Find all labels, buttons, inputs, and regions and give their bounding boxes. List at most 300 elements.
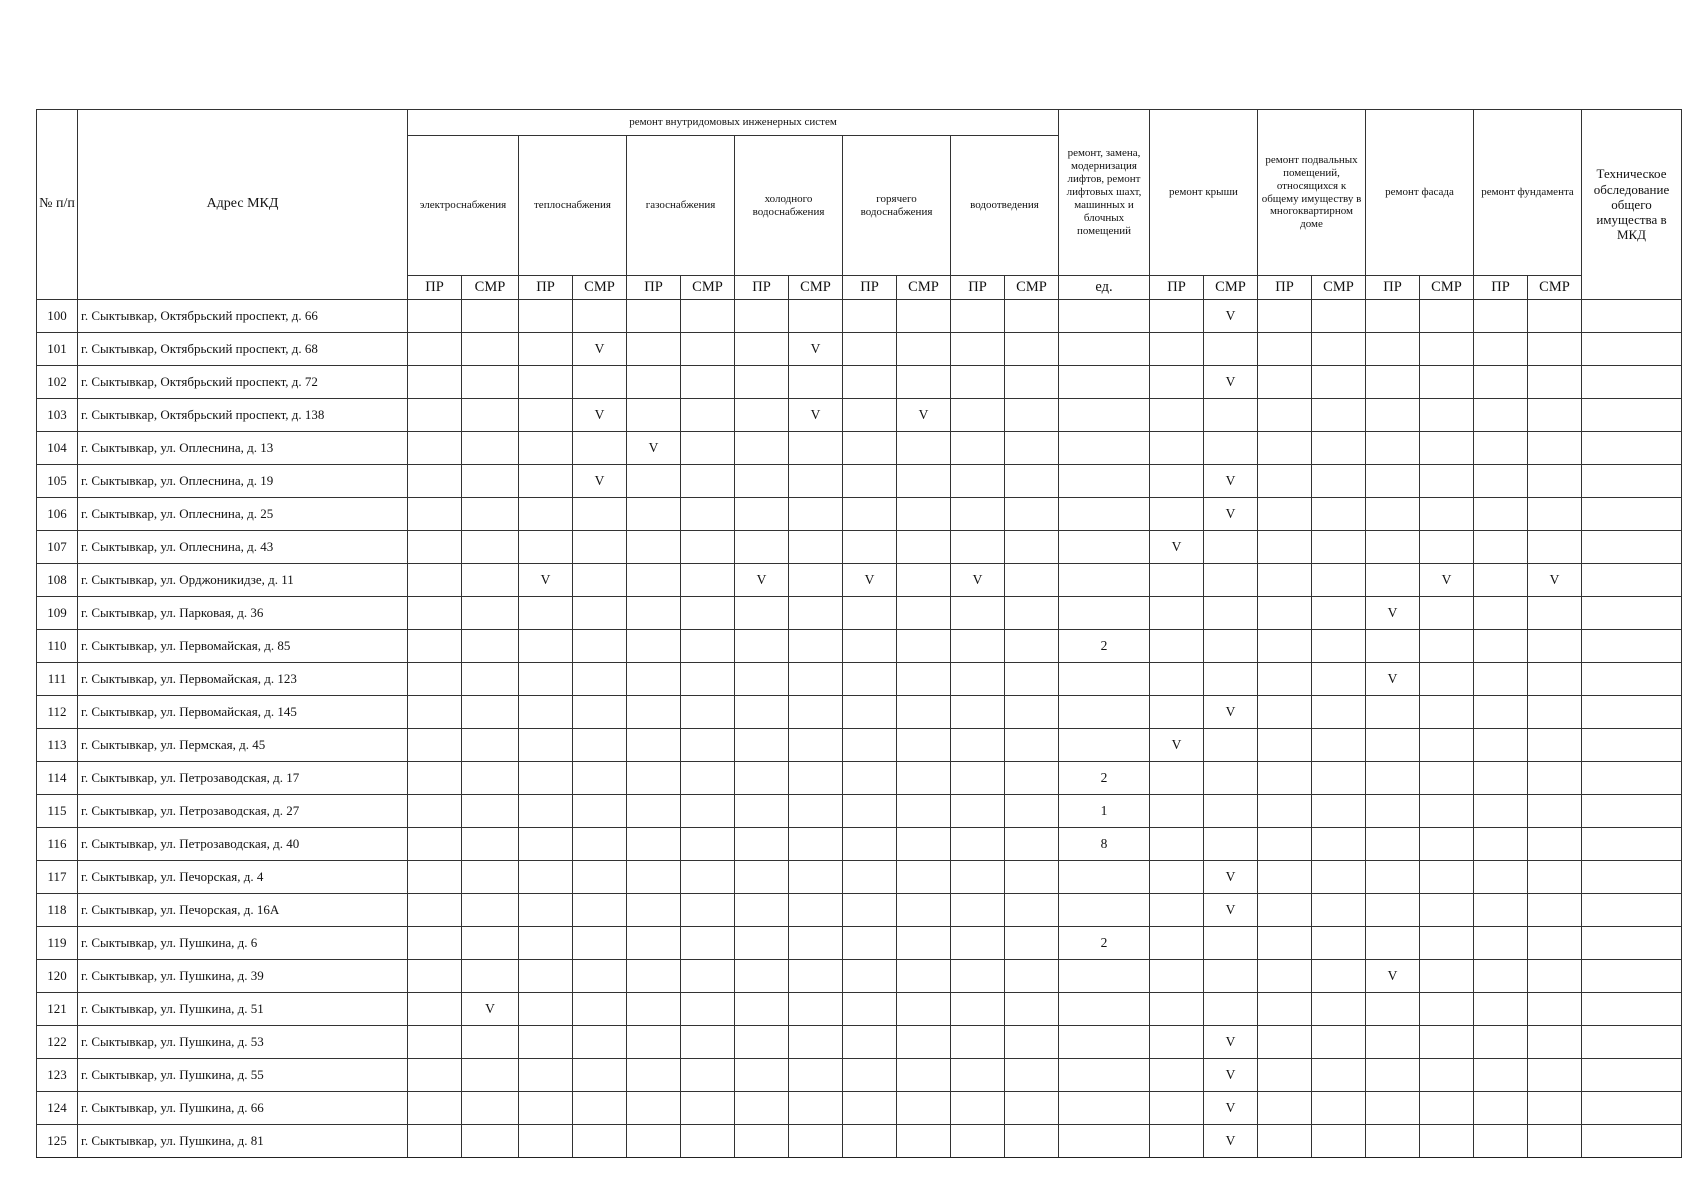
table-cell [1474,597,1528,630]
table-cell [1312,366,1366,399]
table-cell [1005,894,1059,927]
table-cell [1204,564,1258,597]
table-cell [1420,333,1474,366]
header-lifts: ремонт, замена, модернизация лифтов, ремонт лифтовых шахт, машинных и блочных помещений [1059,110,1150,276]
table-cell [1150,630,1204,663]
table-cell [681,993,735,1026]
table-cell [1582,498,1682,531]
row-number: 101 [37,333,78,366]
table-cell [951,762,1005,795]
table-cell [843,399,897,432]
table-row [37,663,1682,696]
table-cell [1366,498,1420,531]
table-cell [1582,927,1682,960]
table-cell [1150,993,1204,1026]
header-roof: ремонт крыши [1150,110,1258,276]
row-number: 115 [37,795,78,828]
table-cell: V [1204,465,1258,498]
table-row [37,927,1682,960]
table-row [37,300,1682,333]
header-tech-survey: Техническое обследование общего имущества в МКД [1582,110,1682,300]
table-cell [1474,1059,1528,1092]
table-row [37,1026,1682,1059]
table-cell [1474,333,1528,366]
table-cell: V [1150,531,1204,564]
table-cell [843,597,897,630]
table-cell [1474,696,1528,729]
row-address: г. Сыктывкар, ул. Пушкина, д. 39 [78,960,408,993]
table-cell [627,300,681,333]
table-cell [462,399,519,432]
table-cell [735,1026,789,1059]
table-cell [1474,399,1528,432]
table-row [37,432,1682,465]
table-cell [1059,531,1150,564]
table-cell [573,795,627,828]
table-cell: V [1204,861,1258,894]
table-cell [1528,432,1582,465]
table-cell [1528,861,1582,894]
sub-header-pr: ПР [519,276,573,300]
table-cell [1005,927,1059,960]
table-cell [1582,564,1682,597]
table-cell [843,729,897,762]
row-address: г. Сыктывкар, ул. Пушкина, д. 66 [78,1092,408,1125]
table-cell [519,1059,573,1092]
table-cell [1059,597,1150,630]
table-cell [1366,366,1420,399]
table-cell [1366,927,1420,960]
table-cell [519,597,573,630]
table-cell [408,1092,462,1125]
table-cell [462,795,519,828]
sub-header-pr: ПР [735,276,789,300]
table-cell: V [1204,1092,1258,1125]
table-cell [1528,795,1582,828]
table-cell [897,1026,951,1059]
table-cell [519,399,573,432]
table-cell [951,333,1005,366]
table-cell [735,762,789,795]
table-cell [1312,498,1366,531]
table-cell [1366,531,1420,564]
table-cell [843,795,897,828]
table-cell [1005,762,1059,795]
table-cell [681,729,735,762]
table-cell [1150,861,1204,894]
table-row [37,729,1682,762]
table-cell [1582,993,1682,1026]
row-number: 102 [37,366,78,399]
row-number: 120 [37,960,78,993]
table-cell [519,366,573,399]
table-cell: V [897,399,951,432]
table-cell [462,300,519,333]
table-cell [1204,828,1258,861]
table-cell [408,1026,462,1059]
table-cell [627,960,681,993]
table-cell [1150,300,1204,333]
table-cell [1366,993,1420,1026]
table-cell [1005,1092,1059,1125]
table-cell [1258,993,1312,1026]
table-cell [681,696,735,729]
table-cell [681,432,735,465]
sub-header-smr: СМР [789,276,843,300]
row-number: 112 [37,696,78,729]
row-number: 109 [37,597,78,630]
table-cell [1312,333,1366,366]
table-cell [681,333,735,366]
table-cell [1258,663,1312,696]
table-cell [573,1125,627,1158]
table-row [37,894,1682,927]
table-cell [1005,597,1059,630]
row-address: г. Сыктывкар, ул. Пушкина, д. 55 [78,1059,408,1092]
table-cell [1005,465,1059,498]
table-cell [951,531,1005,564]
table-cell [1005,630,1059,663]
table-cell: V [462,993,519,1026]
table-cell [789,300,843,333]
table-cell [1204,927,1258,960]
table-cell [1150,597,1204,630]
table-cell [843,960,897,993]
table-cell [1420,366,1474,399]
table-cell: V [789,333,843,366]
table-cell [1258,630,1312,663]
table-cell [1258,696,1312,729]
table-row [37,465,1682,498]
table-cell [735,729,789,762]
sub-header-smr: СМР [573,276,627,300]
table-cell [1005,498,1059,531]
table-cell [735,432,789,465]
table-cell [951,1059,1005,1092]
table-cell [1059,564,1150,597]
table-cell [951,960,1005,993]
header-basement: ремонт подвальных помещений, относящихся к общему имуществу в многоквартирном доме [1258,110,1366,276]
table-cell [1150,432,1204,465]
table-cell: V [1150,729,1204,762]
table-cell [1258,795,1312,828]
row-address: г. Сыктывкар, Октябрьский проспект, д. 68 [78,333,408,366]
table-cell [1005,861,1059,894]
table-cell [681,630,735,663]
table-cell [1204,729,1258,762]
table-cell [951,993,1005,1026]
table-cell [1150,366,1204,399]
header-address: Адрес МКД [78,110,408,300]
table-cell [1005,399,1059,432]
table-cell [1312,531,1366,564]
table-cell [1150,564,1204,597]
table-cell [735,1092,789,1125]
table-cell [1312,894,1366,927]
table-cell [1312,960,1366,993]
table-cell [1582,1092,1682,1125]
table-cell [627,498,681,531]
table-cell [735,960,789,993]
table-cell [1420,861,1474,894]
table-cell [735,366,789,399]
table-cell: V [789,399,843,432]
row-address: г. Сыктывкар, ул. Первомайская, д. 123 [78,663,408,696]
table-cell [519,993,573,1026]
table-cell [1312,828,1366,861]
table-cell [897,366,951,399]
table-cell [462,366,519,399]
table-cell [1150,465,1204,498]
table-cell [1420,795,1474,828]
row-address: г. Сыктывкар, ул. Парковая, д. 36 [78,597,408,630]
table-cell [1005,729,1059,762]
table-cell [789,927,843,960]
table-cell [843,894,897,927]
table-row [37,597,1682,630]
table-cell [1059,366,1150,399]
table-cell [1150,1092,1204,1125]
table-cell [843,828,897,861]
table-cell [1005,1059,1059,1092]
sub-header-pr: ПР [1150,276,1204,300]
table-cell [627,1026,681,1059]
table-cell [1420,1059,1474,1092]
table-row [37,366,1682,399]
table-cell [681,597,735,630]
table-cell [408,399,462,432]
table-cell [573,993,627,1026]
row-number: 100 [37,300,78,333]
table-cell [1258,399,1312,432]
table-header [37,110,1682,300]
table-cell [951,630,1005,663]
table-row [37,861,1682,894]
table-cell [1474,1125,1528,1158]
table-cell [951,432,1005,465]
table-cell [681,564,735,597]
table-cell [1258,894,1312,927]
table-cell [1366,1092,1420,1125]
table-cell [1204,993,1258,1026]
table-cell [1528,663,1582,696]
table-cell [1582,399,1682,432]
row-address: г. Сыктывкар, ул. Петрозаводская, д. 27 [78,795,408,828]
table-cell [897,300,951,333]
table-cell [1150,927,1204,960]
table-cell [1258,960,1312,993]
table-cell [462,630,519,663]
table-cell [1312,663,1366,696]
table-cell [408,366,462,399]
table-cell [897,432,951,465]
table-cell [519,729,573,762]
table-cell [1005,663,1059,696]
table-cell [573,861,627,894]
table-cell [897,762,951,795]
sub-header-pr: ПР [843,276,897,300]
table-cell [1528,399,1582,432]
header-hot-water: горячего водоснабжения [843,136,951,276]
table-cell [1582,762,1682,795]
table-cell [1474,432,1528,465]
row-address: г. Сыктывкар, ул. Пушкина, д. 53 [78,1026,408,1059]
table-cell [1059,1059,1150,1092]
table-cell [1059,1026,1150,1059]
table-cell [1366,630,1420,663]
table-cell [789,597,843,630]
row-address: г. Сыктывкар, ул. Первомайская, д. 145 [78,696,408,729]
table-cell [1005,993,1059,1026]
table-cell [897,498,951,531]
table-cell [897,894,951,927]
table-cell [1474,630,1528,663]
table-cell [789,366,843,399]
table-cell [1005,366,1059,399]
table-cell [408,432,462,465]
table-cell [627,828,681,861]
table-cell [1312,399,1366,432]
table-cell [1420,432,1474,465]
table-cell [1420,894,1474,927]
table-cell [789,1026,843,1059]
table-cell [627,630,681,663]
table-cell: 8 [1059,828,1150,861]
table-cell [1150,894,1204,927]
table-row [37,498,1682,531]
table-cell [897,564,951,597]
table-cell [408,894,462,927]
table-cell [843,498,897,531]
table-cell [1204,597,1258,630]
row-address: г. Сыктывкар, ул. Оплеснина, д. 19 [78,465,408,498]
table-cell: V [519,564,573,597]
row-number: 110 [37,630,78,663]
table-cell [1312,1059,1366,1092]
table-cell: V [735,564,789,597]
table-cell [897,1059,951,1092]
row-address: г. Сыктывкар, ул. Пушкина, д. 6 [78,927,408,960]
table-cell [1474,498,1528,531]
table-cell [897,729,951,762]
table-cell [1528,828,1582,861]
table-cell [519,465,573,498]
table-cell [1312,762,1366,795]
table-cell [1005,960,1059,993]
table-cell [519,828,573,861]
table-cell [951,663,1005,696]
table-cell [1312,927,1366,960]
table-cell: V [627,432,681,465]
table-cell [1005,432,1059,465]
table-cell [408,960,462,993]
table-body [37,300,1682,1158]
table-cell [1150,333,1204,366]
table-cell [1258,1059,1312,1092]
table-cell [1420,465,1474,498]
table-cell [408,696,462,729]
table-cell [408,531,462,564]
table-cell [627,465,681,498]
table-cell [519,696,573,729]
table-cell [1528,1092,1582,1125]
table-cell [1474,531,1528,564]
header-facade: ремонт фасада [1366,110,1474,276]
table-cell: V [1366,960,1420,993]
table-cell [1420,828,1474,861]
table-cell [1258,762,1312,795]
table-cell [1474,366,1528,399]
table-cell [1528,597,1582,630]
table-cell [462,465,519,498]
table-cell [408,861,462,894]
table-cell [843,762,897,795]
table-cell [897,696,951,729]
table-cell [1366,465,1420,498]
table-cell [843,927,897,960]
table-cell [1059,993,1150,1026]
table-cell [897,597,951,630]
sub-header-smr: СМР [1528,276,1582,300]
table-cell [519,300,573,333]
table-cell [1005,333,1059,366]
table-cell [681,795,735,828]
table-cell [789,1092,843,1125]
table-cell [951,300,1005,333]
row-number: 117 [37,861,78,894]
table-cell [1366,762,1420,795]
row-number: 118 [37,894,78,927]
table-cell [1528,498,1582,531]
row-number: 124 [37,1092,78,1125]
table-cell [519,1026,573,1059]
table-row [37,993,1682,1026]
table-cell [1420,630,1474,663]
table-cell [1528,729,1582,762]
table-row [37,960,1682,993]
table-cell [1005,828,1059,861]
table-cell [735,531,789,564]
row-address: г. Сыктывкар, ул. Оплеснина, д. 13 [78,432,408,465]
table-cell: V [1204,1059,1258,1092]
table-cell [789,432,843,465]
table-cell [681,861,735,894]
row-number: 108 [37,564,78,597]
table-row [37,1092,1682,1125]
table-cell [462,564,519,597]
table-cell [1366,729,1420,762]
table-cell [1528,531,1582,564]
header-number: № п/п [37,110,78,300]
table-cell [408,333,462,366]
table-cell [897,333,951,366]
table-cell [408,498,462,531]
table-cell [1420,762,1474,795]
row-number: 106 [37,498,78,531]
table-cell [627,927,681,960]
table-cell: V [1366,663,1420,696]
table-cell [1528,1059,1582,1092]
table-cell [462,1026,519,1059]
header-sewerage: водоотведения [951,136,1059,276]
table-cell [843,1092,897,1125]
table-cell [1474,1092,1528,1125]
table-cell [1366,333,1420,366]
table-cell [681,1059,735,1092]
table-cell [735,828,789,861]
table-cell [519,432,573,465]
table-cell [1005,1026,1059,1059]
